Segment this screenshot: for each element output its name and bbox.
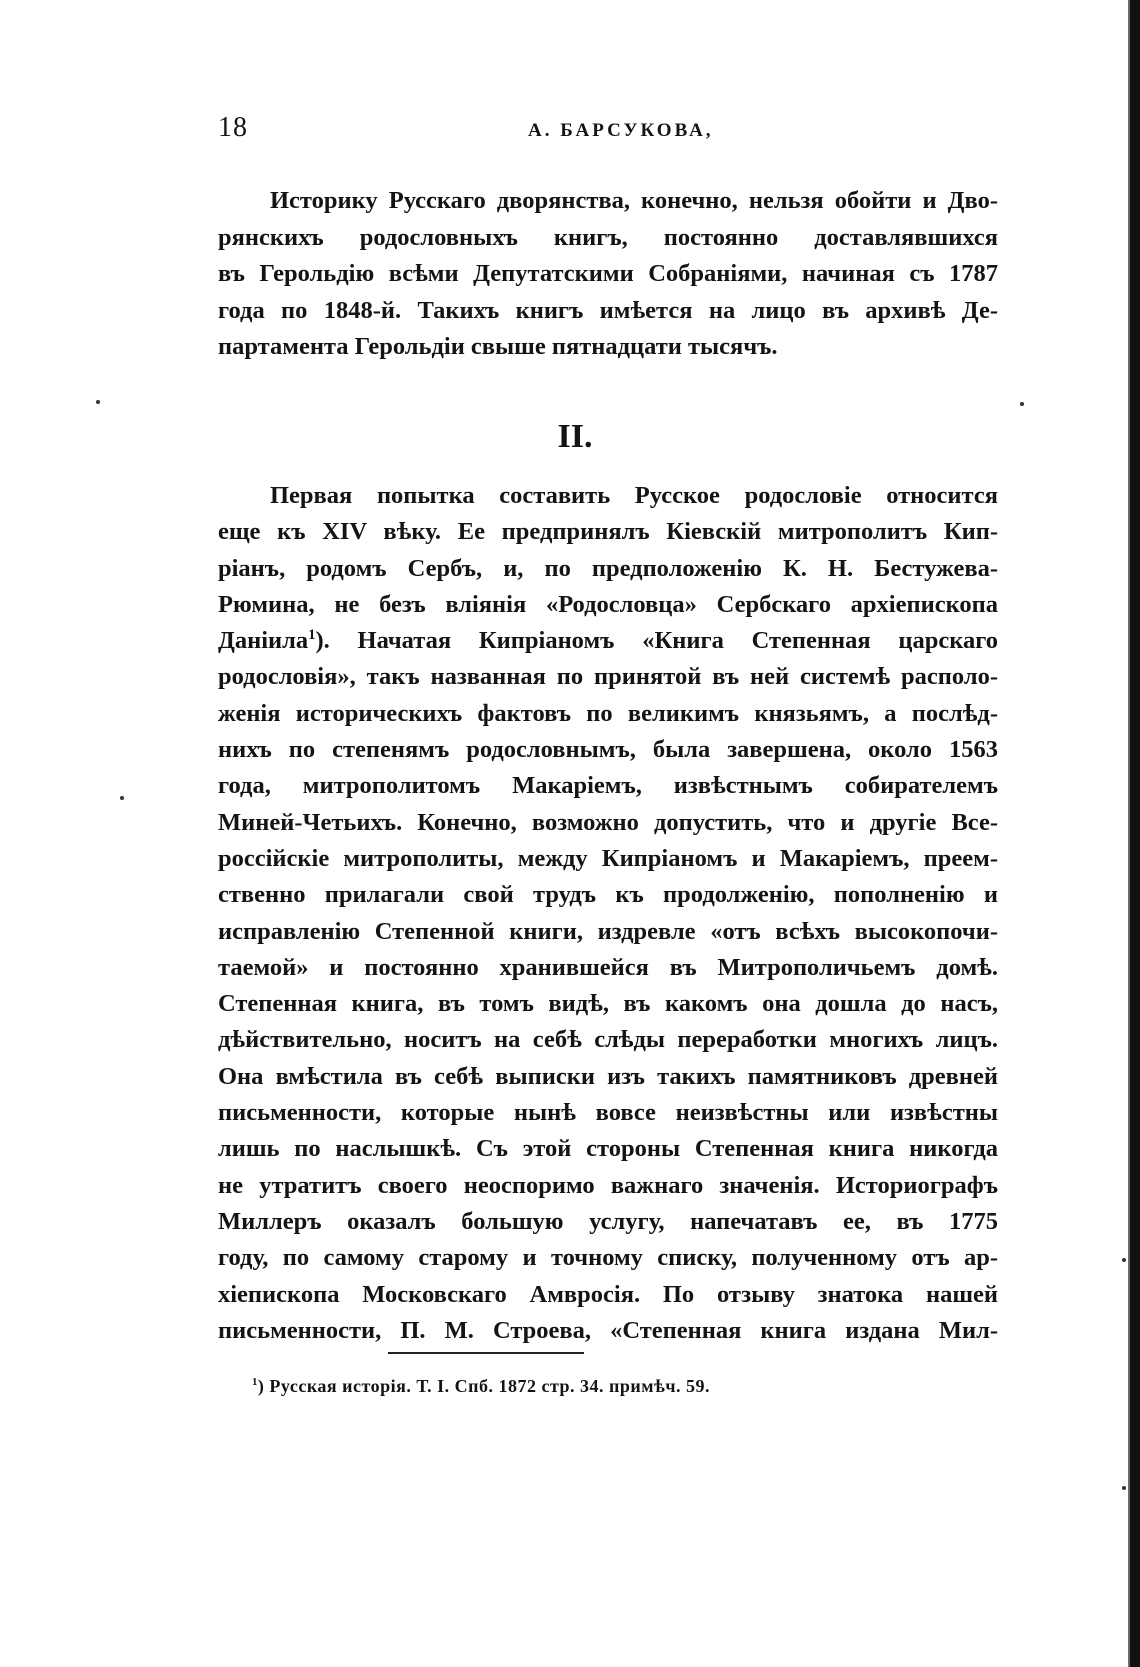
running-head: А. БАРСУКОВА, [528,120,714,141]
paragraph-line: въ Герольдію всѣми Депутатскими Собраніями, начиная съ 1787 [218,260,998,287]
paragraph-line: не утратитъ своего неоспоримо важнаго значенія. Историографъ [218,1171,998,1199]
scan-speck [96,400,100,404]
footnote-marker: 1 [252,1376,258,1388]
paragraph-line: хіепископа Московскаго Амвросія. По отзыву знатока нашей [218,1280,998,1308]
paragraph-line: письменности, П. М. Строева, «Степенная книга издана Мил- [218,1316,998,1344]
footnote-text: ) Русская исторія. Т. I. Спб. 1872 стр. 34. примѣч. 59. [257,1376,710,1396]
paragraph-line: Первая попытка составить Русское родословіе относится [270,482,998,509]
line-segment: Даніила [218,627,309,655]
paragraph-line: года по 1848-й. Такихъ книгъ имѣется на лицо въ архивѣ Де- [218,296,998,324]
footnote-divider [388,1352,584,1354]
paragraph-line: нихъ по степенямъ родословнымъ, была завершена, около 1563 [218,736,998,764]
paragraph-line: Рюмина, не безъ вліянія «Родословца» Сербскаго архіепископа [218,590,998,618]
scan-speck [120,796,124,800]
paragraph-line: Миллеръ оказалъ большую услугу, напечатавъ ее, въ 1775 [218,1207,998,1235]
paragraph-line: ріанъ, родомъ Сербъ, и, по предположенію К. Н. Бестужева- [218,554,998,582]
paragraph-line: рянскихъ родословныхъ книгъ, постоянно доставлявшихся [218,223,998,251]
paragraph-line: лишь по наслышкѣ. Съ этой стороны Степенная книга никогда [218,1135,998,1163]
page-edge [1130,0,1140,1667]
scan-speck [1122,1486,1126,1490]
paragraph-line: россійскіе митрополиты, между Кипріаномъ и Макаріемъ, преем- [218,844,998,872]
footnote [252,1376,710,1397]
paragraph-line: письменности, которые нынѣ вовсе неизвѣстны или извѣстны [218,1099,998,1127]
section-heading: II. [557,418,593,455]
paragraph-line: исправленію Степенной книги, издревле «отъ всѣхъ высокопочи- [218,917,998,945]
paragraph-line-with-footnote [218,623,998,659]
footnote-reference[interactable]: 1 [308,627,316,644]
paragraph-line: Историку Русскаго дворянства, конечно, нельзя обойти и Дво- [270,187,998,214]
paragraph-line: женія историческихъ фактовъ по великимъ князьямъ, а послѣд- [218,699,998,727]
scan-speck [1020,402,1024,406]
paragraph-line: году, по самому старому и точному списку, полученному отъ ар- [218,1244,998,1272]
paragraph-line: Она вмѣстила въ себѣ выписки изъ такихъ памятниковъ древней [218,1062,998,1090]
paragraph-1 [218,183,998,366]
scan-speck [1122,1258,1126,1262]
paragraph-line: Миней-Четьихъ. Конечно, возможно допустить, что и другіе Все- [218,808,998,836]
paragraph-line: родословія», такъ названная по принятой въ ней системѣ располо- [218,663,998,691]
paragraph-line: еще къ XIV вѣку. Ее предпринялъ Кіевскій митрополитъ Кип- [218,518,998,546]
paragraph-line: года, митрополитомъ Макаріемъ, извѣстнымъ собирателемъ [218,772,998,800]
paragraph-line: ственно прилагали свой трудъ къ продолженію, пополненію и [218,881,998,909]
paragraph-line: Степенная книга, въ томъ видѣ, въ какомъ она дошла до насъ, [218,990,998,1018]
page-number: 18 [218,112,248,143]
page-header [218,112,998,152]
paragraph-2 [218,478,998,1385]
paragraph-line: дѣйствительно, носитъ на себѣ слѣды переработки многихъ лицъ. [218,1026,998,1054]
line-segment: ). Начатая Кипріаномъ «Книга Степенная царскаго [315,627,998,655]
paragraph-line: партамента Герольдіи свыше пятнадцати тысячъ. [218,333,778,360]
paragraph-line: таемой» и постоянно хранившейся въ Митрополичьемъ домѣ. [218,953,998,981]
